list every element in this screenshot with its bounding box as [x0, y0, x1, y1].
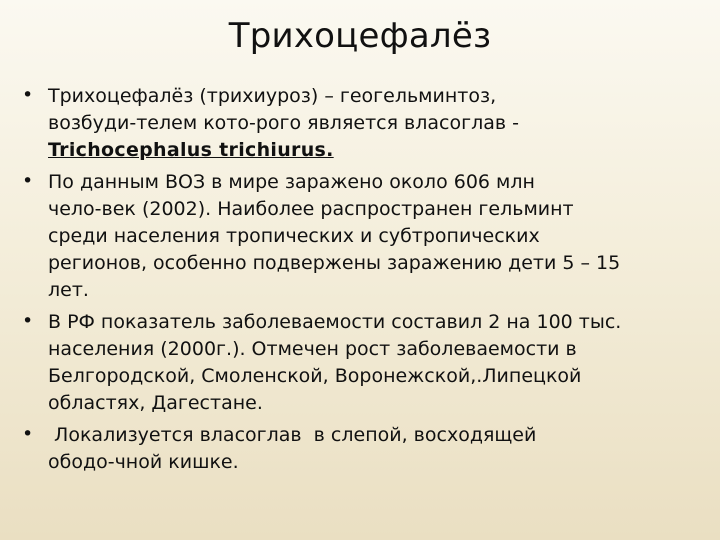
- bullet-text-line: Белгородской, Смоленской, Воронежской,.Липецкой: [48, 365, 582, 387]
- slide-title: Трихоцефалёз: [228, 16, 492, 56]
- bullet-text-line: областях, Дагестане.: [48, 392, 263, 414]
- species-name: Trichocephalus trichiurus.: [48, 139, 334, 161]
- bullet-dot-icon: •: [22, 310, 34, 332]
- bullet-item: [22, 83, 698, 164]
- bullet-text-line: среди населения тропических и субтропических: [48, 225, 540, 247]
- bullet-text-line: лет.: [48, 279, 89, 301]
- bullet-item: [22, 422, 698, 476]
- bullet-text-line: Трихоцефалёз (трихиуроз) – геогельминтоз,: [48, 85, 497, 107]
- bullet-item: [22, 169, 698, 304]
- bullet-text-line: По данным ВОЗ в мире заражено около 606 млн: [48, 171, 535, 193]
- bullet-dot-icon: •: [22, 170, 34, 192]
- bullet-text-line: возбуди-телем кото-рого является власоглав -: [48, 112, 519, 134]
- bullet-item: [22, 309, 698, 417]
- bullet-text-line: регионов, особенно подвержены заражению дети 5 – 15: [48, 252, 621, 274]
- bullet-dot-icon: •: [22, 84, 34, 106]
- bullet-text-line: ободо-чной кишке.: [48, 451, 239, 473]
- bullet-text-line: чело-век (2002). Наиболее распространен гельминт: [48, 198, 574, 220]
- bullet-text-line: Локализуется власоглав в слепой, восходящей: [48, 424, 537, 446]
- bullet-list: [22, 83, 698, 481]
- bullet-text-line: населения (2000г.). Отмечен рост заболеваемости в: [48, 338, 577, 360]
- bullet-text-line: В РФ показатель заболеваемости составил 2 на 100 тыс.: [48, 311, 622, 333]
- bullet-dot-icon: •: [22, 423, 34, 445]
